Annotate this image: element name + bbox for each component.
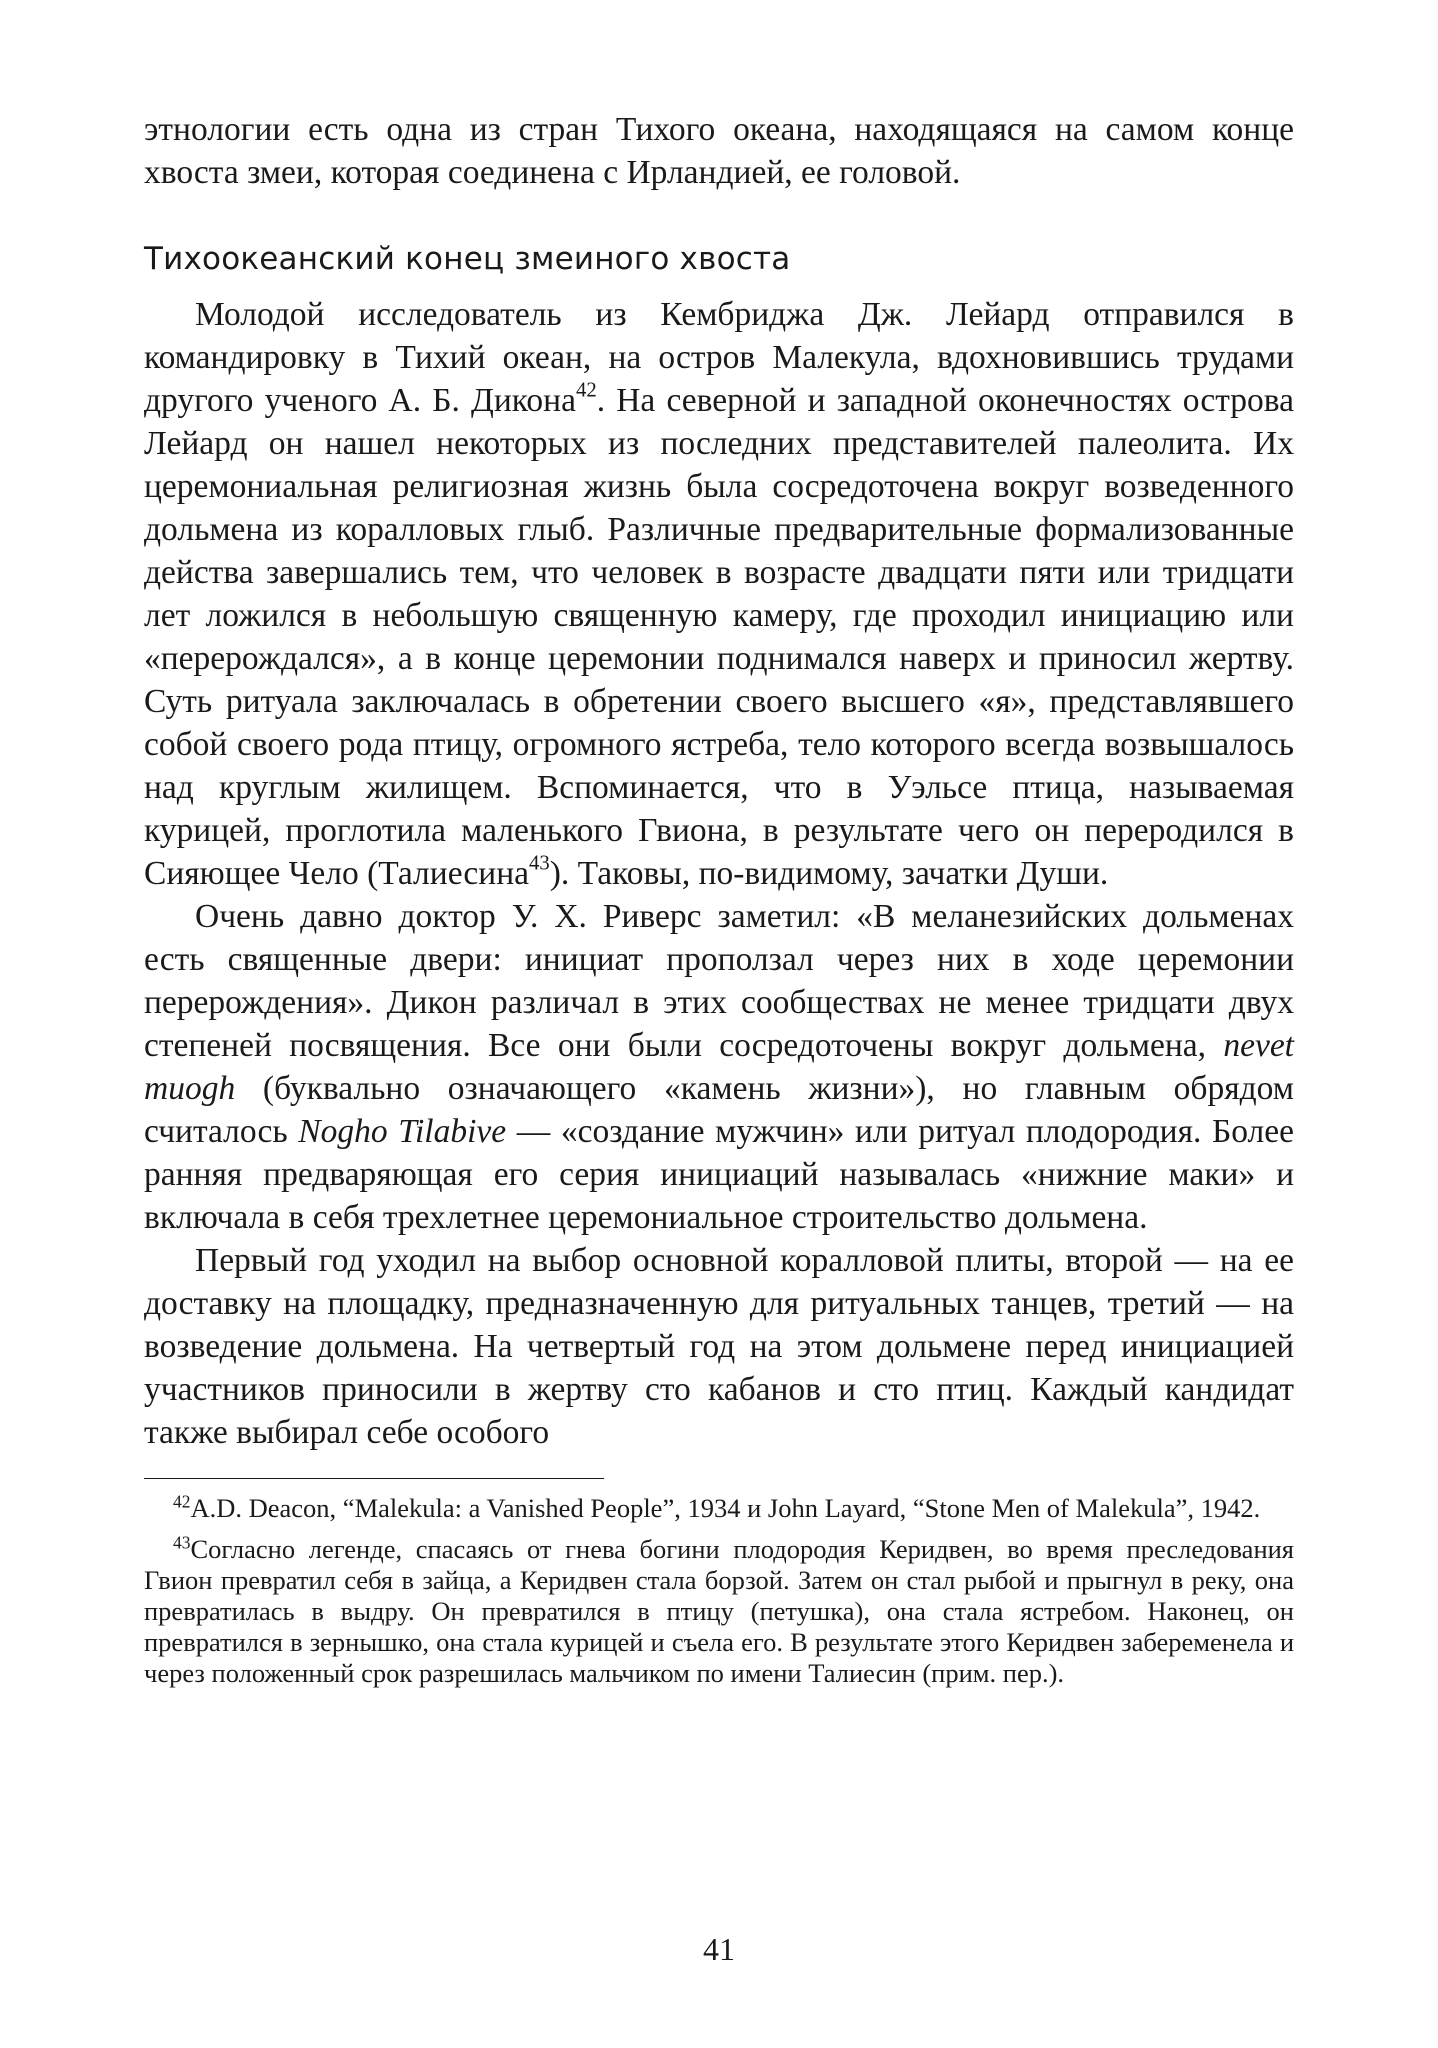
paragraph-3-text: Первый год уходил на выбор основной коралловой плиты, второй — на ее доставку на площадку, предназначенную для ритуальных танцев, третий — на возведение дольмена. На четвертый год на этом дольмене перед инициацией участников приносили в жертву сто кабанов и сто птиц. Каждый кандидат также выбирал себе особого <box>144 1242 1294 1451</box>
opening-paragraph <box>144 108 1294 194</box>
paragraph-2-part-a: Очень давно доктор У. Х. Риверс заметил: «В меланезийских дольменах есть священные двери: инициат проползал через них в ходе церемонии перерождения». Дикон различал в этих сообществах не менее тридцати двух степеней посвящения. Все они были сосредоточены вокруг дольмена, <box>144 898 1294 1064</box>
page-body <box>144 108 1294 1699</box>
paragraph-3 <box>144 1239 1294 1454</box>
footnote-number: 42 <box>173 1491 191 1512</box>
paragraph-2-part-b: (буквально означающего «камень жизни»), но главным обрядом считалось <box>144 1070 1294 1150</box>
paragraph-2 <box>144 895 1294 1239</box>
footnote-number: 43 <box>173 1532 191 1553</box>
term-nevet-muogh: nevet muogh <box>144 1027 1294 1107</box>
footnote-text: A.D. Deacon, “Malekula: a Vanished People”, 1934 и John Layard, “Stone Men of Malekula”, 1942. <box>190 1493 1261 1523</box>
footnote-ref-42[interactable]: 42 <box>575 378 597 402</box>
footnote-divider <box>144 1478 604 1479</box>
term-nogho-tilabive: Nogho Tilabive <box>298 1113 507 1150</box>
paragraph-2-part-c: — «создание мужчин» или ритуал плодородия. Более ранняя предваряющая его серия инициаций называлась «нижние маки» и включала в себя трехлетнее церемониальное строительство дольмена. <box>144 1113 1294 1236</box>
opening-text: этнологии есть одна из стран Тихого океана, находящаяся на самом конце хвоста змеи, которая соединена с Ирландией, ее головой. <box>144 111 1294 191</box>
paragraph-1 <box>144 293 1294 895</box>
footnote-42 <box>144 1493 1294 1524</box>
paragraph-1-part-c: ). Таковы, по-видимому, зачатки Души. <box>549 855 1109 892</box>
paragraph-1-part-a: Молодой исследователь из Кембриджа Дж. Лейард отправился в командировку в Тихий океан, на остров Малекула, вдохновившись трудами другого ученого А. Б. Дикона <box>144 296 1294 419</box>
footnote-43 <box>144 1534 1294 1689</box>
footnote-text: Согласно легенде, спасаясь от гнева богини плодородия Керидвен, во время преследования Гвион превратил себя в зайца, а Керидвен стала борзой. Затем он стал рыбой и прыгнул в реку, она превратилась в выдру. Он превратился в птицу (петушка), она стала ястребом. Наконец, он превратился в зернышко, она стала курицей и съела его. В результате этого Керидвен забеременела и через положенный срок разрешилась мальчиком по имени Талиесин (прим. пер.). <box>144 1534 1294 1688</box>
paragraph-1-part-b: . На северной и западной оконечностях острова Лейард он нашел некоторых из последних представителей палеолита. Их церемониальная религиозная жизнь была сосредоточена вокруг возведенного дольмена из коралловых глыб. Различные предварительные формализованные действа завершались тем, что человек в возрасте двадцати пяти или тридцати лет ложился в небольшую священную камеру, где проходил инициацию или «перерождался», а в конце церемонии поднимался наверх и приносил жертву. Суть ритуала заключалась в обретении своего высшего «я», представлявшего собой своего рода птицу, огромного ястреба, тело которого всегда возвышалось над круглым жилищем. Вспоминается, что в Уэльсе птица, называемая курицей, проглотила маленького Гвиона, в результате чего он переродился в Сияющее Чело (Талиесина <box>144 382 1294 892</box>
section-heading: Тихоокеанский конец змеиного хвоста <box>144 241 791 277</box>
footnote-ref-43[interactable]: 43 <box>529 851 550 875</box>
page-number: 41 <box>703 1931 735 1967</box>
